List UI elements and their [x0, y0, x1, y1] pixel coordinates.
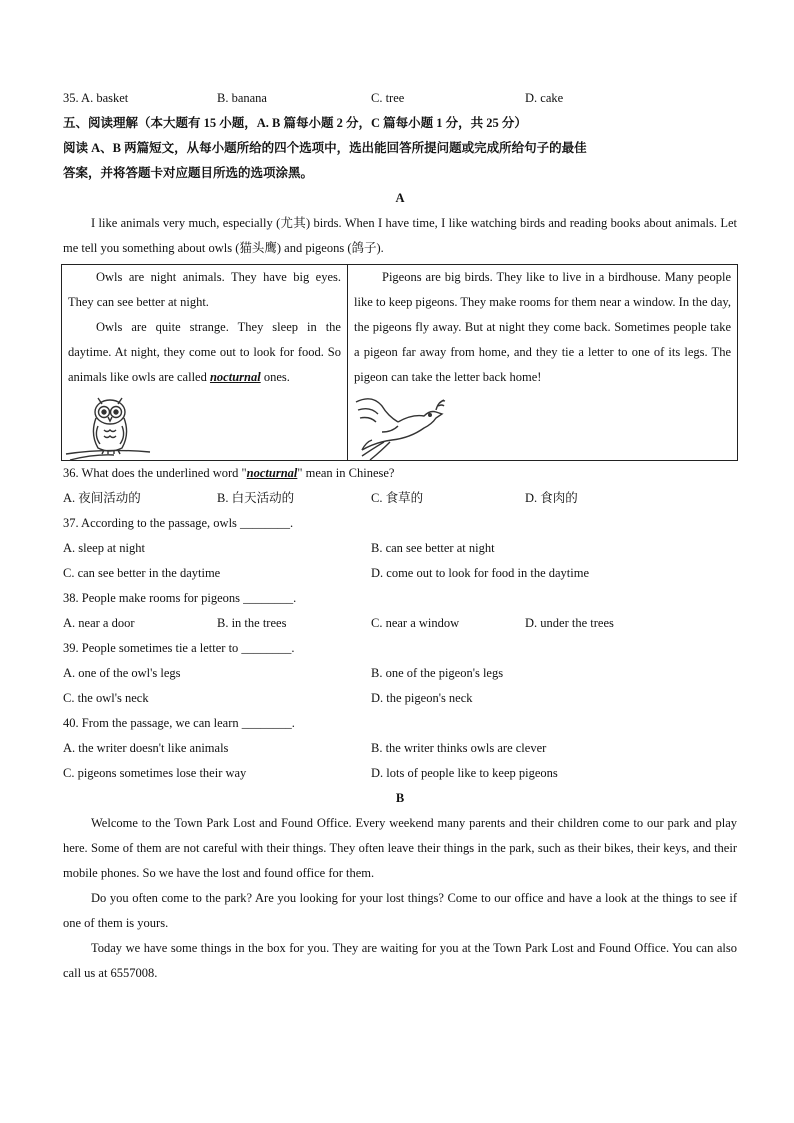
q36-option-c: C. 食草的	[371, 491, 424, 505]
passage-b-paragraph-2: Do you often come to the park? Are you looking for your lost things? Come to our office and have a look at the things to see if one of them is yours.	[63, 891, 737, 930]
q40-option-a: A. the writer doesn't like animals	[63, 741, 229, 755]
question-39-options-ab	[63, 661, 737, 686]
passage-b-paragraph-1: Welcome to the Town Park Lost and Found Office. Every weekend many parents and their children come to our park and play here. Some of them are not careful with their things. They often leave their things in the park, such as their bikes, their keys, and their mobile phones. So we have the lost and found office for them.	[63, 816, 737, 880]
q40-option-b: B. the writer thinks owls are clever	[371, 741, 547, 755]
question-37-options-ab	[63, 536, 737, 561]
passage-a-label: A	[395, 191, 405, 205]
passage-b-label: B	[395, 791, 405, 805]
question-37-options-cd	[63, 561, 737, 586]
q36-stem-text: 36. What does the underlined word "	[63, 466, 247, 480]
passage-a-table	[61, 264, 738, 461]
question-37-stem: 37. According to the passage, owls ________.	[63, 516, 294, 530]
q36-stem-end: " mean in Chinese?	[297, 466, 395, 480]
q37-option-c: C. can see better in the daytime	[63, 566, 221, 580]
question-38-stem: 38. People make rooms for pigeons ________.	[63, 591, 297, 605]
instructions-line-1: 阅读 A、B 两篇短文，从每小题所给的四个选项中，选出能回答所提问题或完成所给句子的最佳	[63, 141, 587, 155]
owls-paragraph-2	[68, 315, 341, 390]
q35-option-d: D. cake	[525, 91, 564, 105]
q39-option-c: C. the owl's neck	[63, 691, 149, 705]
q37-option-d: D. come out to look for food in the daytime	[371, 566, 590, 580]
owls-paragraph-2-end: ones.	[260, 370, 290, 384]
passage-b-paragraph-3: Today we have some things in the box for you. They are waiting for you at the Town Park Lost and Found Office. You can also call us at 6557008.	[63, 941, 737, 980]
section-title: 五、阅读理解（本大题有 15 小题，A. B 篇每小题 2 分，C 篇每小题 1 分，共 25 分）	[63, 116, 527, 130]
question-40-options-cd	[63, 761, 737, 786]
owls-paragraph-1: Owls are night animals. They have big eyes. They can see better at night.	[68, 270, 341, 309]
question-40-options-ab	[63, 736, 737, 761]
owl-icon	[64, 392, 154, 464]
question-40-stem: 40. From the passage, we can learn ________.	[63, 716, 295, 730]
pigeons-paragraph: Pigeons are big birds. They like to live in a birdhouse. Many people like to keep pigeons. They make rooms for them near a window. In the day, the pigeons fly away. But at night they come back. Sometimes people take a pigeon far away from home, and they tie a letter to one of its legs. The pigeon can take the letter back home!	[354, 270, 731, 384]
q40-option-c: C. pigeons sometimes lose their way	[63, 766, 247, 780]
q35-option-b: B. banana	[217, 91, 267, 105]
exam-page	[63, 86, 737, 986]
question-39-stem: 39. People sometimes tie a letter to ________.	[63, 641, 295, 655]
q38-option-b: B. in the trees	[217, 616, 287, 630]
q39-option-a: A. one of the owl's legs	[63, 666, 181, 680]
q38-option-a: A. near a door	[63, 616, 135, 630]
passage-a-intro: I like animals very much, especially (尤其) birds. When I have time, I like watching birds and reading books about animals. Let me tell you something about owls (猫头鹰) and pigeons (鸽子).	[63, 216, 737, 255]
question-39-options-cd	[63, 686, 737, 711]
question-36-stem	[63, 461, 737, 486]
q35-option-a: 35. A. basket	[63, 91, 129, 105]
instructions-line-2: 答案，并将答题卡对应题目所选的选项涂黑。	[63, 166, 314, 180]
q37-option-b: B. can see better at night	[371, 541, 495, 555]
owls-paragraph-2-text: Owls are quite strange. They sleep in the daytime. At night, they come out to look for food. So animals like owls are called	[68, 320, 341, 384]
question-38-options	[63, 611, 737, 636]
q37-option-a: A. sleep at night	[63, 541, 145, 555]
q35-option-c: C. tree	[371, 91, 405, 105]
q36-option-d: D. 食肉的	[525, 491, 578, 505]
q39-option-b: B. one of the pigeon's legs	[371, 666, 504, 680]
q40-option-d: D. lots of people like to keep pigeons	[371, 766, 558, 780]
q36-underlined-word: nocturnal	[246, 466, 298, 480]
pigeons-cell	[348, 265, 737, 460]
nocturnal-word: nocturnal	[209, 370, 261, 384]
question-35-options	[63, 86, 737, 111]
owl-image	[68, 390, 341, 460]
q38-option-d: D. under the trees	[525, 616, 614, 630]
question-36-options	[63, 486, 737, 511]
q39-option-d: D. the pigeon's neck	[371, 691, 473, 705]
q36-option-b: B. 白天活动的	[217, 491, 295, 505]
q38-option-c: C. near a window	[371, 616, 460, 630]
dove-icon	[352, 392, 447, 464]
q36-option-a: A. 夜间活动的	[63, 491, 141, 505]
owls-cell	[62, 265, 348, 460]
dove-image	[354, 390, 731, 460]
